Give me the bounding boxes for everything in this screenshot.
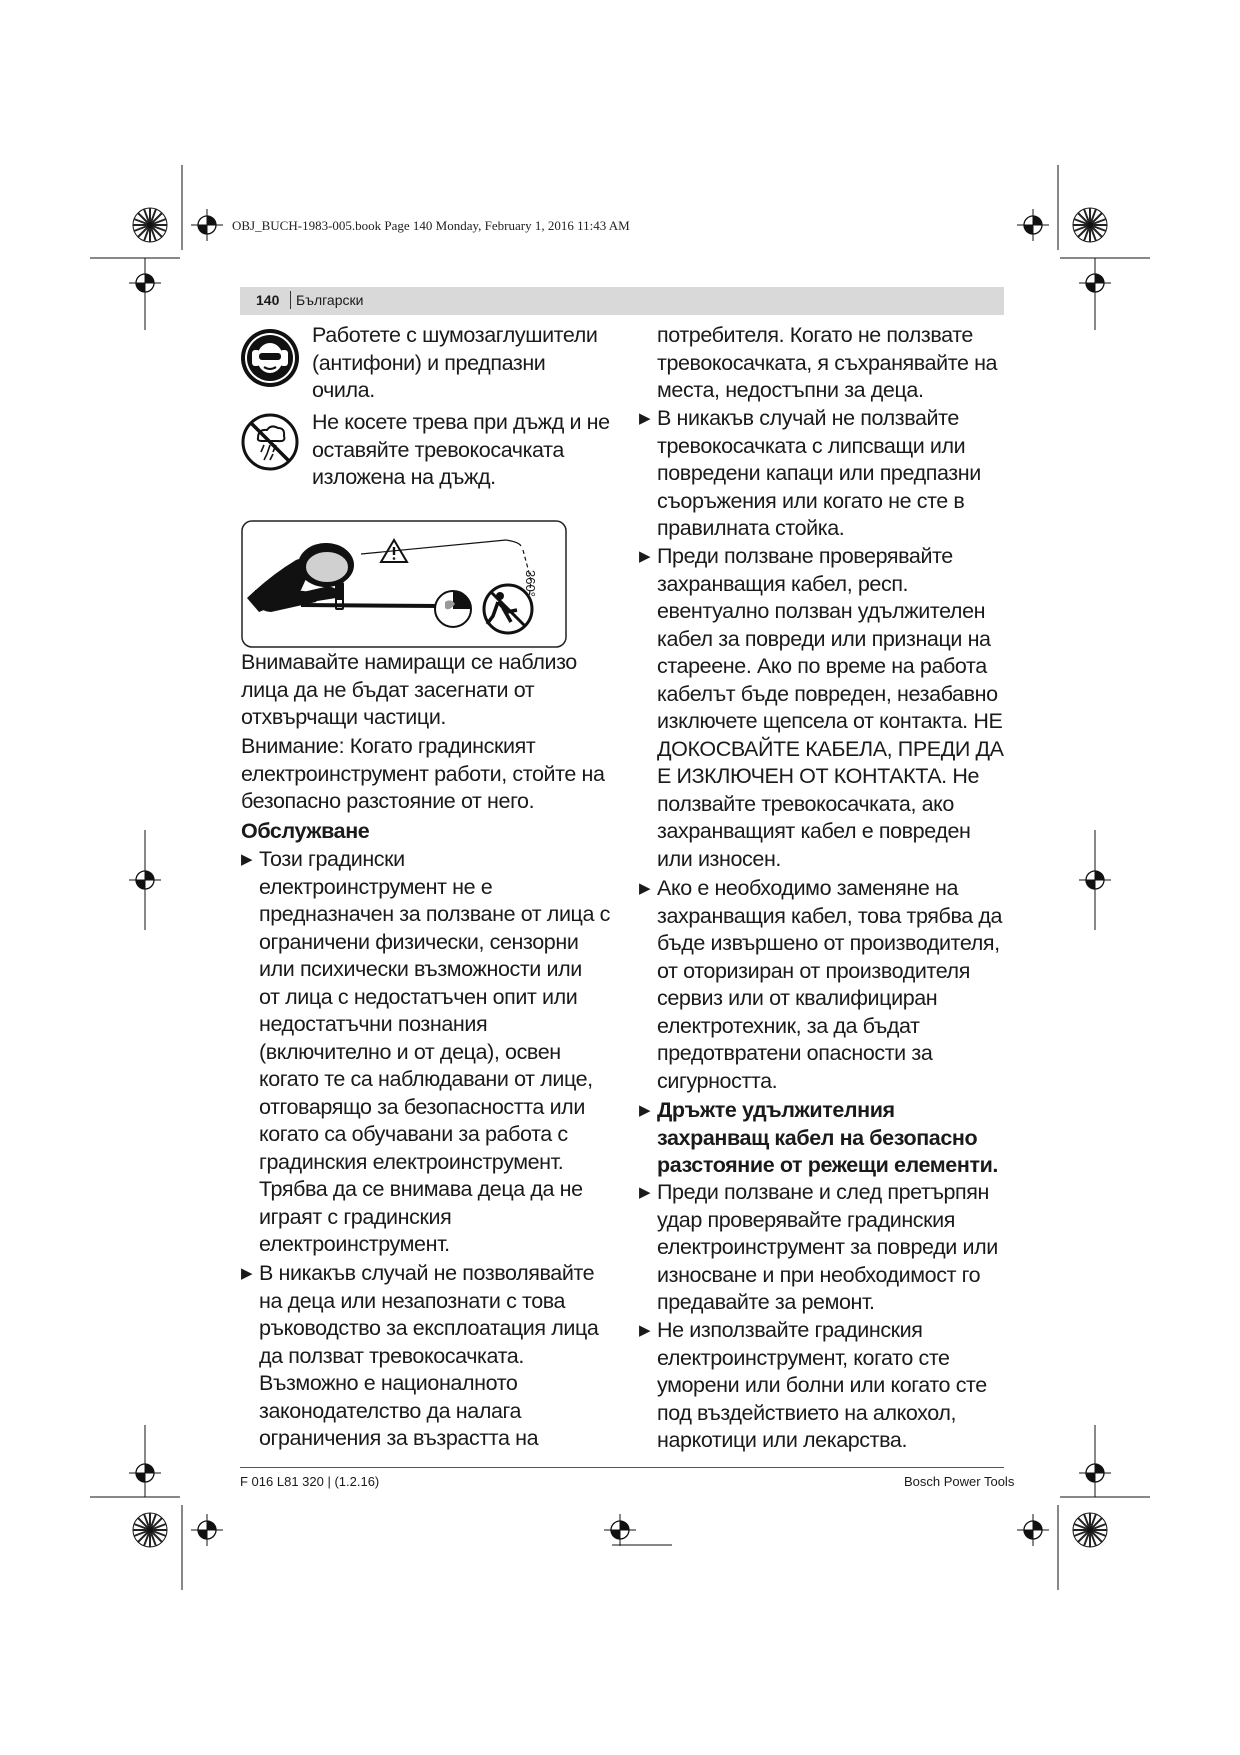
- bullet1-line: от лица с недостатъчен опит или: [259, 984, 578, 1009]
- bullet4-line: кабелът бъде повреден, незабавно: [657, 681, 998, 706]
- bullet4-line: ползвайте тревокосачката, ако: [657, 791, 954, 816]
- bullet4-line: захранващият кабел е повреден: [657, 819, 971, 843]
- section-title: Обслужване: [241, 819, 370, 843]
- caption2-line: електроинструмент работи, стойте на: [241, 761, 605, 786]
- bullet1-line: електроинструмент.: [259, 1232, 450, 1256]
- bullet4-line: кабел за повреди или признаци на: [657, 626, 991, 651]
- language-label: Български: [296, 292, 364, 308]
- bullet4-line: Е ИЗКЛЮЧЕН ОТ КОНТАКТА. Не: [657, 764, 979, 788]
- bullet6-line: захранващ кабел на безопасно: [657, 1125, 978, 1150]
- bullet6-line: Дръжте удължителния: [657, 1098, 895, 1122]
- bullet1-line: играят с градинския: [259, 1204, 452, 1229]
- icon1-text-line: очила.: [312, 378, 375, 402]
- bullet5-line: захранващия кабел, това трябва да: [657, 903, 1003, 928]
- bullet2-line: на деца или незапознати с това: [259, 1288, 566, 1313]
- caption2-line: безопасно разстояние от него.: [241, 789, 535, 813]
- bullet4-line: евентуално ползван удължителен: [657, 599, 986, 623]
- bullet5-line: сервиз или от квалифициран: [657, 986, 938, 1010]
- bullet-marker: ▶: [639, 410, 651, 427]
- bullet3-line: повредени капаци или предпазни: [657, 461, 981, 485]
- footer-brand: Bosch Power Tools: [904, 1474, 1015, 1489]
- bullet5-line: бъде извършено от производителя,: [657, 931, 1000, 955]
- bullet1-line: когато те са наблюдавани от лице,: [259, 1067, 593, 1091]
- bullet8-line: електроинструмент, когато сте: [657, 1345, 950, 1370]
- bullet3-line: правилната стойка.: [657, 516, 845, 540]
- bullet5-line: сигурността.: [657, 1068, 778, 1093]
- caption1-line: Внимавайте намиращи се наблизо: [241, 650, 577, 674]
- angle-label: 360°: [523, 570, 538, 597]
- bullet-marker: ▶: [639, 1322, 651, 1339]
- bullet1-line: отговарящо за безопасността или: [259, 1094, 585, 1119]
- bullet5-line: електротехник, за да бъдат: [657, 1013, 920, 1038]
- bullet7-line: Преди ползване и след претърпян: [657, 1180, 990, 1204]
- icon2-text-line: оставяйте тревокосачката: [312, 437, 564, 462]
- bullet7-line: предавайте за ремонт.: [657, 1290, 875, 1314]
- page-number: 140: [256, 292, 280, 308]
- bullet-marker: ▶: [639, 1102, 651, 1119]
- icon2-text-line: изложена на дъжд.: [312, 465, 496, 489]
- footer-doc-number: F 016 L81 320 | (1.2.16): [240, 1474, 380, 1489]
- icon1-text-line: (антифони) и предпазни: [312, 350, 546, 375]
- bullet2-line: В никакъв случай не позволявайте: [259, 1261, 595, 1285]
- bullet8-line: под въздействието на алкохол,: [657, 1400, 957, 1425]
- bullet8-line: Не използвайте градинския: [657, 1318, 923, 1342]
- bullet1-line: когато са обучавани за работа с: [259, 1122, 568, 1146]
- bullet1-line: Трябва да се внимава деца да не: [259, 1177, 583, 1201]
- bullet7-line: износване и при необходимост го: [657, 1262, 981, 1287]
- bullet4-line: захранващия кабел, респ.: [657, 571, 909, 596]
- continuation-line: тревокосачката, я съхранявайте на: [657, 350, 998, 375]
- caption2-line: Внимание: Когато градинският: [241, 734, 536, 758]
- bullet-marker: ▶: [241, 1265, 253, 1282]
- bullet4-line: изключете щепсела от контакта. НЕ: [657, 709, 1003, 733]
- bullet6-line: разстояние от режещи елементи.: [657, 1153, 998, 1177]
- bullet3-line: съоръжения или когато не сте в: [657, 488, 965, 513]
- bullet5-line: от оторизиран от производителя: [657, 958, 970, 983]
- bullet3-line: В никакъв случай не ползвайте: [657, 406, 959, 430]
- bullet1-line: или психически възможности или: [259, 957, 582, 981]
- icon2-text-line: Не косете трева при дъжд и не: [312, 410, 610, 434]
- bullet-marker: ▶: [639, 1184, 651, 1201]
- bullet4-line: Преди ползване проверявайте: [657, 544, 953, 568]
- bullet2-line: ръководство за експлоатация лица: [259, 1316, 599, 1340]
- bullet1-line: недостатъчни познания: [259, 1012, 488, 1036]
- bullet4-line: или износен.: [657, 846, 781, 871]
- bullet2-line: да ползват тревокосачката.: [259, 1343, 524, 1368]
- bullet1-line: Този градински: [259, 847, 405, 871]
- icon1-text-line: Работете с шумозаглушители: [312, 323, 598, 347]
- bullet4-line: ДОКОСВАЙТЕ КАБЕЛА, ПРЕДИ ДА: [657, 736, 1004, 761]
- bullet2-line: законодателство да налага: [259, 1398, 522, 1423]
- bullet1-line: електроинструмент не е: [259, 874, 493, 899]
- bullet1-line: (включително и от деца), освен: [259, 1039, 561, 1064]
- bullet2-line: ограничения за възрастта на: [259, 1426, 539, 1450]
- bullet-marker: ▶: [241, 851, 253, 868]
- continuation-line: места, недостъпни за деца.: [657, 378, 924, 402]
- bullet1-line: градинския електроинструмент.: [259, 1149, 564, 1174]
- bullet7-line: електроинструмент за повреди или: [657, 1235, 998, 1259]
- bullet-marker: ▶: [639, 880, 651, 897]
- bullet3-line: тревокосачката с липсващи или: [657, 433, 966, 458]
- bullet7-line: удар проверявайте градинския: [657, 1207, 955, 1232]
- bullet8-line: наркотици или лекарства.: [657, 1428, 908, 1452]
- bullet5-line: Ако е необходимо заменяне на: [657, 876, 959, 900]
- continuation-line: потребителя. Когато не ползвате: [657, 323, 973, 347]
- bullet1-line: ограничени физически, сензорни: [259, 929, 579, 954]
- bullet2-line: Възможно е националното: [259, 1371, 518, 1395]
- caption1-line: отхвърчащи частици.: [241, 705, 447, 729]
- bullet4-line: стареене. Ако по време на работа: [657, 654, 987, 678]
- bullet5-line: предотвратени опасности за: [657, 1041, 933, 1065]
- caption1-line: лица да не бъдат засегнати от: [241, 677, 535, 702]
- print-header: OBJ_BUCH-1983-005.book Page 140 Monday, February 1, 2016 11:43 AM: [232, 218, 630, 233]
- bullet-marker: ▶: [639, 548, 651, 565]
- bullet1-line: предназначен за ползване от лица с: [259, 902, 610, 926]
- bullet8-line: уморени или болни или когато сте: [657, 1373, 987, 1397]
